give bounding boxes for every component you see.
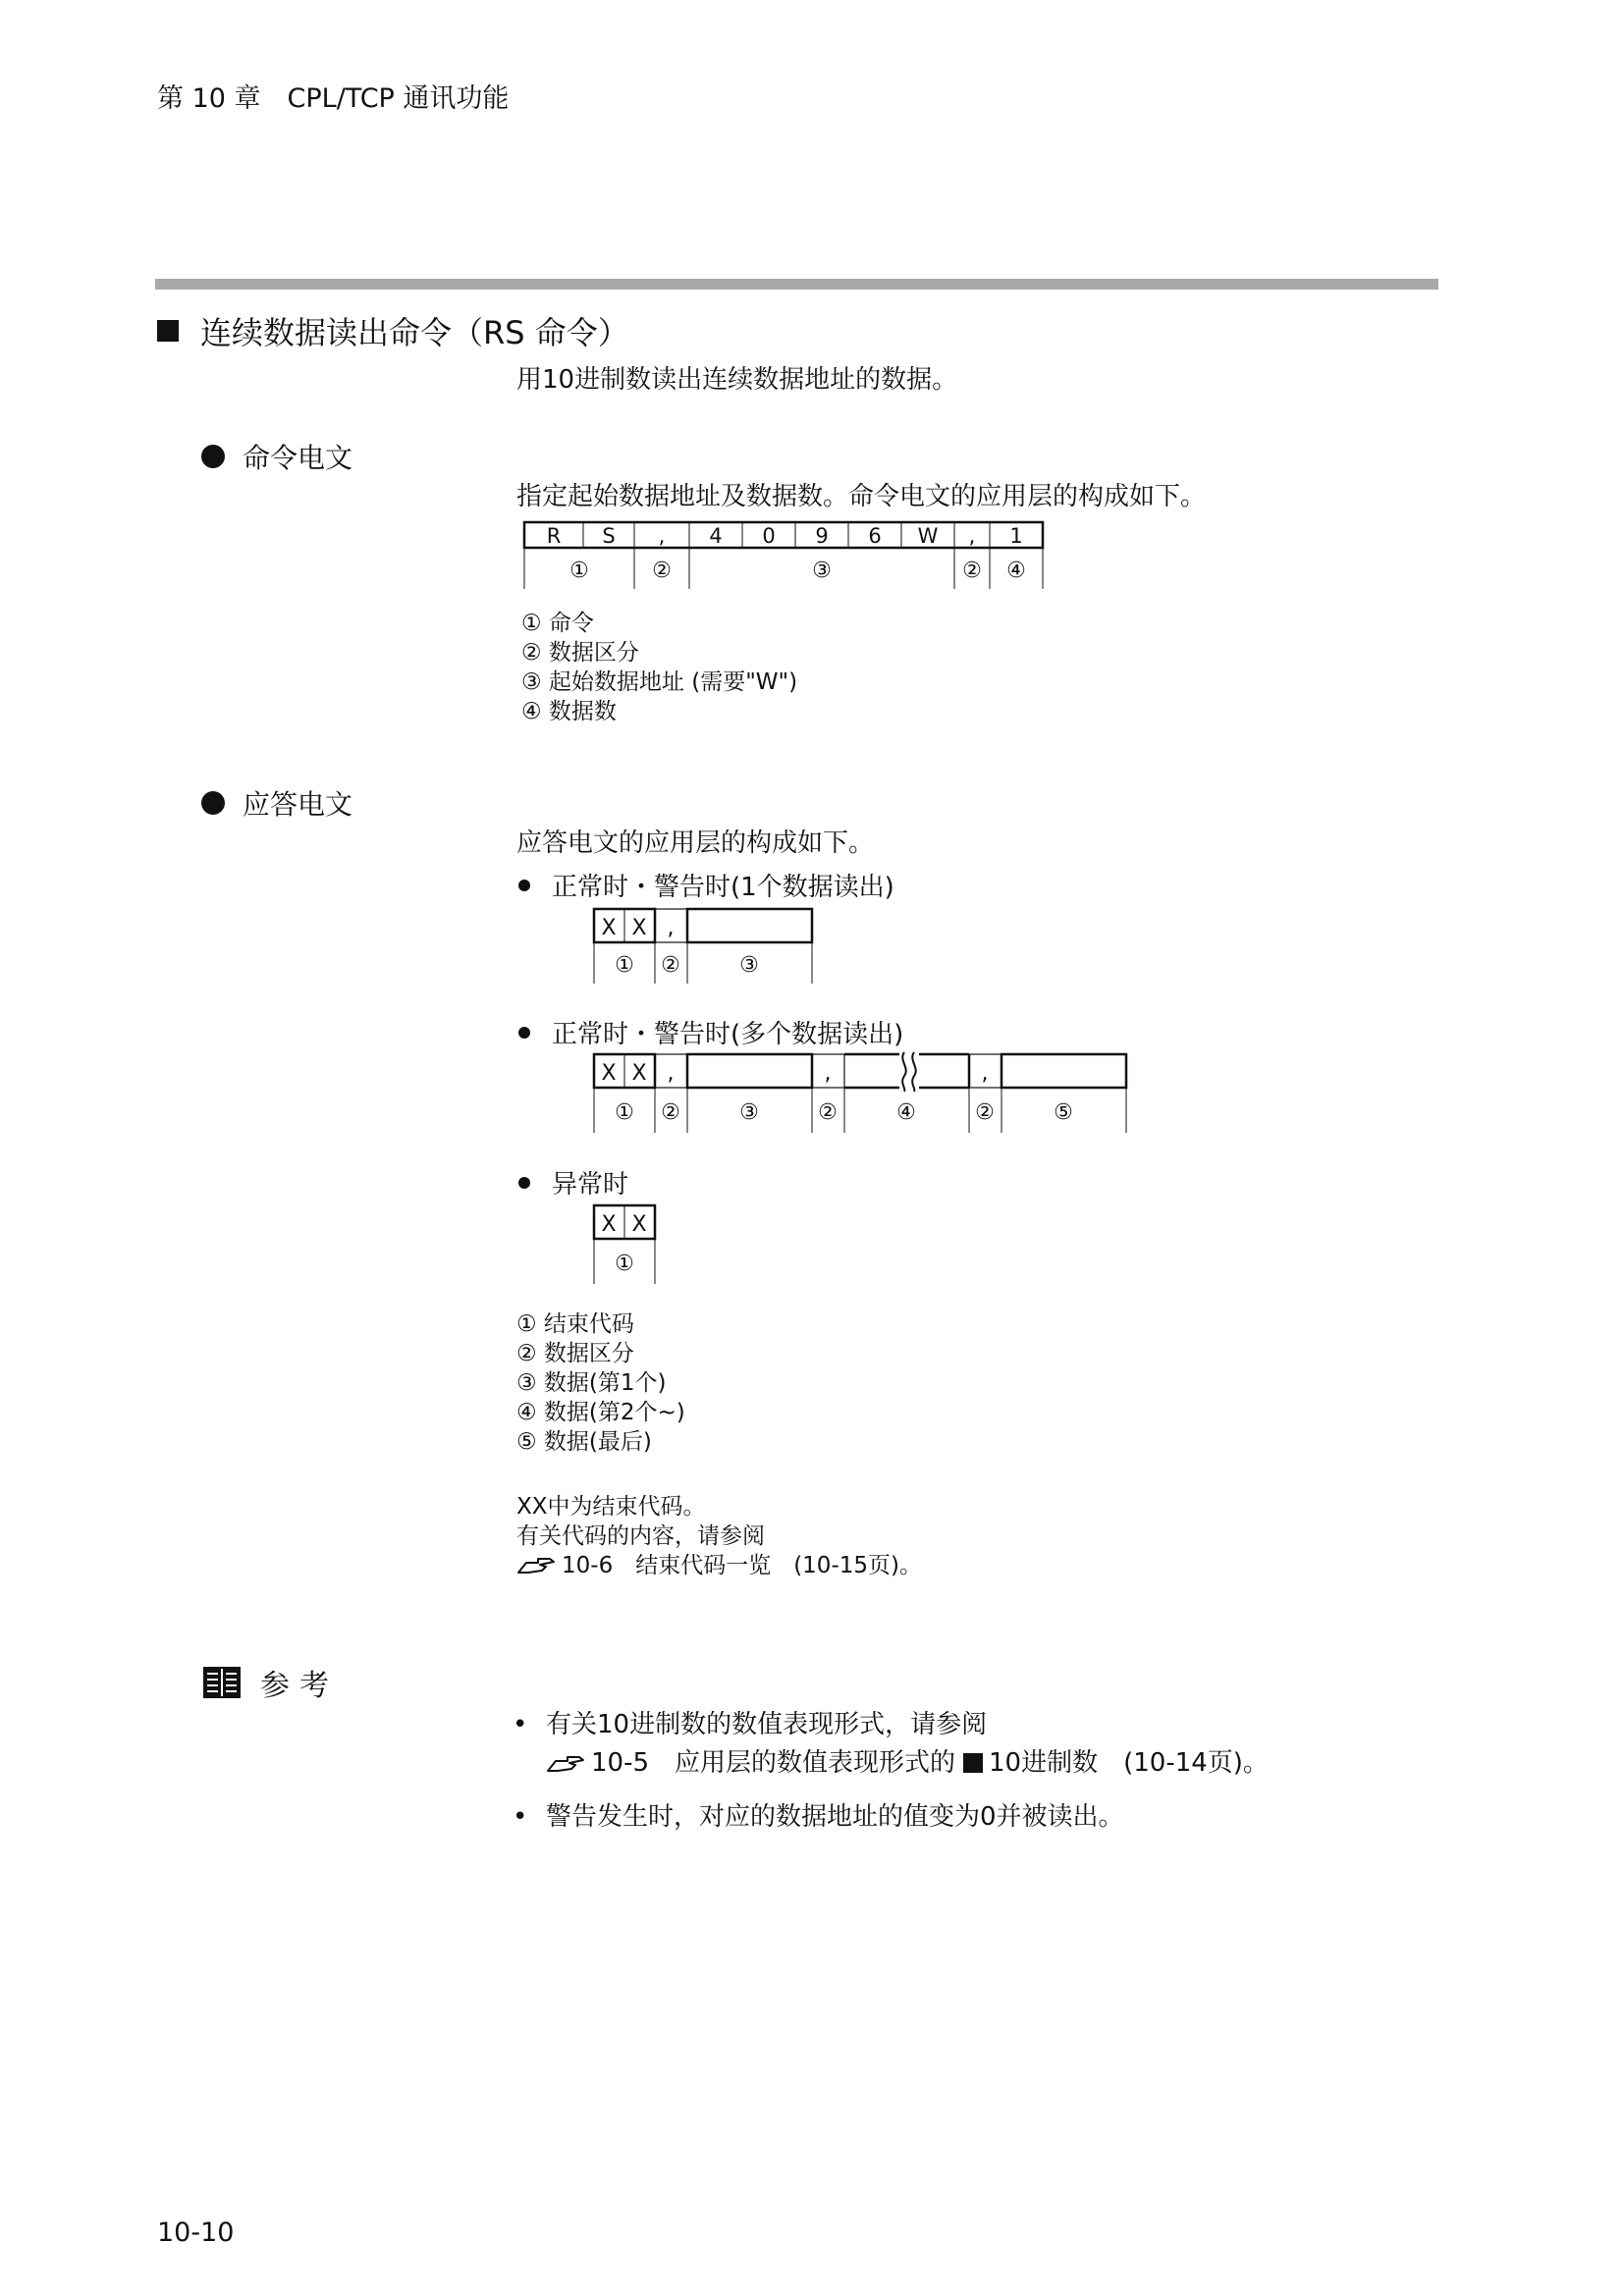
filled-circle-icon: [201, 791, 225, 815]
segment-mark: ①: [615, 953, 634, 978]
square-bullet-icon: [157, 320, 179, 342]
segment-mark: ①: [569, 559, 589, 583]
legend-item: ② 数据区分: [521, 640, 639, 666]
response-cell: ,: [981, 1061, 989, 1086]
response-heading: [201, 783, 352, 823]
command-heading: [201, 437, 352, 476]
bullet-mark: •: [513, 1802, 528, 1832]
legend-item: ① 结束代码: [516, 1311, 634, 1337]
section-intro: 用10进制数读出连续数据地址的数据。: [516, 365, 958, 395]
legend-item: ④ 数据数: [521, 699, 617, 724]
segment-mark: ③: [739, 1100, 759, 1125]
section-title: [157, 308, 629, 353]
command-cell: ,: [968, 524, 976, 548]
segment-mark: ②: [962, 559, 982, 583]
note-ref-link[interactable]: 10-6 结束代码一览 (10-15页)。: [516, 1551, 922, 1580]
legend-item: ④ 数据(第2个~): [516, 1400, 685, 1425]
segment-mark: ②: [818, 1100, 838, 1125]
response-case-label: 异常时: [518, 1164, 628, 1201]
reference-link[interactable]: 10-5 应用层的数值表现形式的 10进制数 (10-14页)。: [546, 1742, 1269, 1779]
filled-circle-icon: [201, 445, 225, 468]
command-cell: 0: [762, 524, 776, 548]
pointing-hand-icon: [516, 1553, 556, 1576]
segment-mark: ②: [652, 559, 672, 583]
command-legend: [521, 609, 797, 726]
response-cell: X: [631, 1061, 647, 1086]
response-cell: X: [601, 916, 617, 940]
segment-mark: ①: [615, 1100, 634, 1125]
command-cell: 4: [709, 524, 723, 548]
segment-mark: ⑤: [1054, 1100, 1073, 1125]
legend-item: ③ 数据(第1个): [516, 1370, 667, 1396]
bullet-dot-icon: [518, 1027, 530, 1039]
response-cell: X: [601, 1061, 617, 1086]
response-case-label: 正常时・警告时(多个数据读出): [518, 1014, 903, 1050]
bullet-dot-icon: [518, 1177, 530, 1189]
command-cell: 6: [868, 524, 882, 548]
command-cell: 9: [815, 524, 829, 548]
segment-mark: ①: [615, 1252, 634, 1276]
response-legend: [516, 1309, 685, 1457]
bullet-mark: •: [513, 1710, 528, 1739]
legend-item: ① 命令: [521, 611, 594, 636]
response-description: 应答电文的应用层的构成如下。: [516, 828, 875, 858]
response-case-label: 正常时・警告时(1个数据读出): [518, 867, 894, 903]
response-cell: ,: [667, 1061, 675, 1086]
response-cell: X: [601, 1212, 617, 1237]
reference-item: • 警告发生时，对应的数据地址的值变为0并被读出。: [513, 1802, 1124, 1832]
segment-mark: ④: [896, 1100, 916, 1125]
segment-mark: ③: [739, 953, 759, 978]
command-cell: R: [546, 524, 562, 548]
response-cell: X: [631, 916, 647, 940]
command-frame-diagram: [511, 518, 1070, 597]
command-cell: W: [917, 524, 939, 548]
segment-mark: ②: [661, 1100, 680, 1125]
response-cell: X: [631, 1212, 647, 1237]
note-line: XX中为结束代码。: [516, 1494, 706, 1520]
response-heading-text: 应答电文: [243, 788, 353, 821]
command-description: 指定起始数据地址及数据数。命令电文的应用层的构成如下。: [516, 482, 1207, 511]
response-frame-single: [589, 905, 825, 986]
book-icon: [201, 1665, 243, 1700]
response-cell: ,: [824, 1061, 832, 1086]
segment-mark: ③: [812, 559, 832, 583]
square-bullet-icon: [963, 1753, 983, 1773]
bullet-dot-icon: [518, 880, 530, 891]
legend-item: ⑤ 数据(最后): [516, 1429, 652, 1455]
command-heading-text: 命令电文: [243, 442, 353, 474]
reference-title: 参考: [260, 1669, 339, 1703]
command-cell: S: [602, 524, 616, 548]
page-number: 10-10: [157, 2217, 235, 2248]
note-line: 有关代码的内容，请参阅: [516, 1523, 765, 1549]
segment-mark: ②: [975, 1100, 995, 1125]
response-note: [516, 1492, 922, 1580]
pointing-hand-icon: [546, 1751, 585, 1775]
response-cell: ,: [667, 916, 675, 940]
segment-mark: ②: [661, 953, 680, 978]
section-title-text: 连续数据读出命令（RS 命令）: [200, 314, 629, 351]
command-cell: 1: [1009, 524, 1023, 548]
reference-item: • 有关10进制数的数值表现形式，请参阅: [513, 1710, 988, 1739]
section-rule: [155, 279, 1438, 290]
chapter-header: 第 10 章 CPL/TCP 通讯功能: [157, 83, 510, 114]
segment-mark: ④: [1006, 559, 1026, 583]
response-frame-error: [589, 1201, 668, 1286]
legend-item: ③ 起始数据地址 (需要"W"): [521, 669, 798, 695]
response-frame-multi: [589, 1050, 1139, 1135]
command-cell: ,: [658, 524, 666, 548]
reference-heading: [201, 1661, 339, 1704]
legend-item: ② 数据区分: [516, 1341, 634, 1366]
